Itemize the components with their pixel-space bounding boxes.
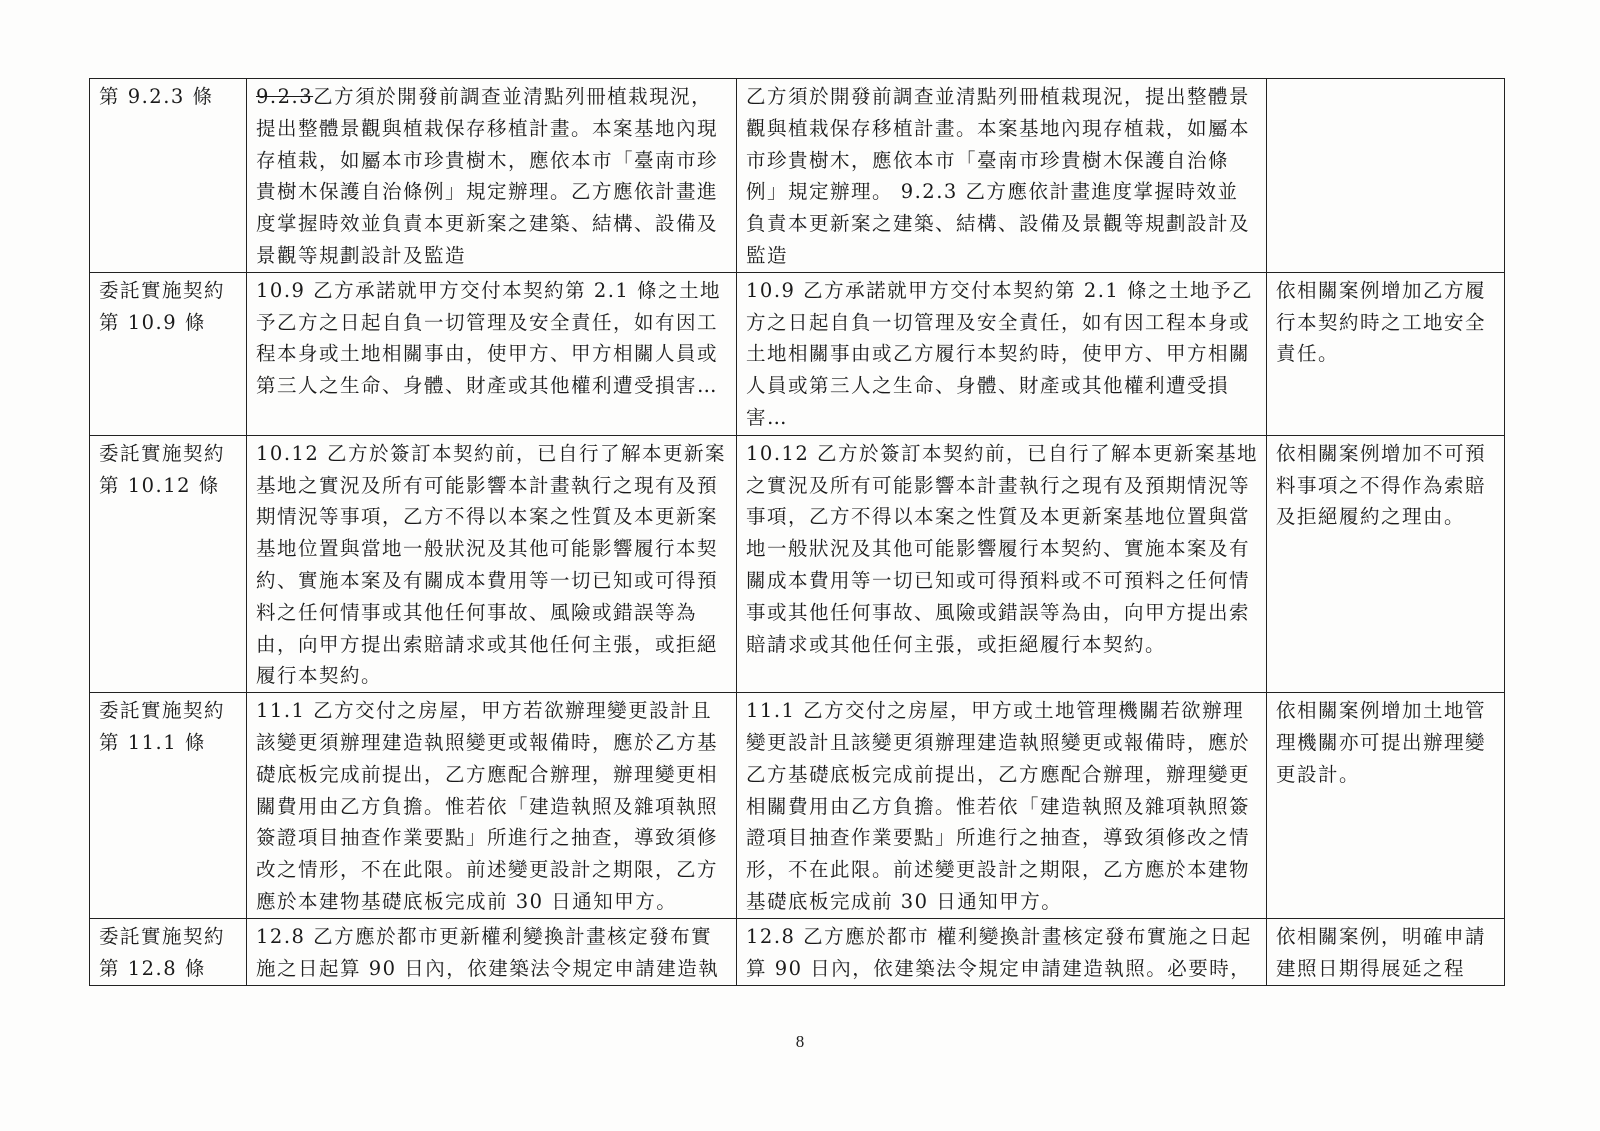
article-label: 第 9.2.3 條 xyxy=(99,85,214,108)
original-clause-cell xyxy=(247,272,737,435)
table-row xyxy=(90,272,1505,435)
article-label: 委託實施契約第 10.12 條 xyxy=(99,441,226,497)
table-row xyxy=(90,918,1505,985)
reason-cell xyxy=(1267,272,1505,435)
article-cell xyxy=(90,79,247,273)
original-clause-text: 10.12 乙方於簽訂本契約前，已自行了解本更新案基地之實況及所有可能影響本計畫執行之現有及預期情況等事項，乙方不得以本案之性質及本更新案基地位置與當地一般狀況及其他可能影響履行本契約、實施本案及有關成本費用等一切已知或可得預料之任何情事或其他任何事故、風險或錯誤等為由，向甲方提出索賠請求或其他任何主張，或拒絕履行本契約。 xyxy=(256,441,727,688)
original-clause-cell xyxy=(247,79,737,273)
revised-clause-text: 12.8 乙方應於都市 權利變換計畫核定發布實施之日起算 90 日內，依建築法令規定申請建造執照。必要時， xyxy=(746,924,1252,980)
revised-clause-cell xyxy=(737,272,1267,435)
revised-clause-cell xyxy=(737,79,1267,273)
revised-clause-text: 10.9 乙方承諾就甲方交付本契約第 2.1 條之土地予乙方之日起自負一切管理及安全責任，如有因工程本身或土地相關事由或乙方履行本契約時，使甲方、甲方相關人員或第三人之生命、身體、財產或其他權利遭受損害… xyxy=(746,278,1254,429)
article-cell xyxy=(90,435,247,692)
revised-clause-cell xyxy=(737,693,1267,919)
original-clause-cell xyxy=(247,435,737,692)
reason-text: 依相關案例增加土地管理機關亦可提出辦理變更設計。 xyxy=(1276,699,1487,786)
article-cell xyxy=(90,693,247,919)
original-clause-text xyxy=(256,81,729,272)
original-clause-text: 11.1 乙方交付之房屋，甲方若欲辦理變更設計且該變更須辦理建造執照變更或報備時，應於乙方基礎底板完成前提出，乙方應配合辦理，辦理變更相關費用由乙方負擔。惟若依「建造執照及雜項執照簽證項目抽查作業要點」所進行之抽查，導致須修改之情形，不在此限。前述變更設計之期限，乙方應於本建物基礎底板完成前 30 日通知甲方。 xyxy=(256,699,719,913)
original-clause-cell xyxy=(247,918,737,985)
revised-clause-text: 10.12 乙方於簽訂本契約前，已自行了解本更新案基地之實況及所有可能影響本計畫執行之現有及預期情況等事項，乙方不得以本案之性質及本更新案基地位置與當地一般狀況及其他可能影響履行本契約、實施本案及有關成本費用等一切已知或可得預料或不可預料之任何情事或其他任何事故、風險或錯誤等為由，向甲方提出索賠請求或其他任何主張，或拒絕履行本契約。 xyxy=(746,441,1259,656)
reason-cell xyxy=(1267,693,1505,919)
reason-text: 依相關案例增加不可預料事項之不得作為索賠及拒絕履約之理由。 xyxy=(1276,441,1487,529)
original-clause-text: 12.8 乙方應於都市更新權利變換計畫核定發布實施之日起算 90 日內，依建築法令規定申請建造執 xyxy=(256,924,720,980)
reason-cell xyxy=(1267,918,1505,985)
reason-cell xyxy=(1267,79,1505,273)
table-row xyxy=(90,435,1505,692)
article-label: 委託實施契約第 11.1 條 xyxy=(99,699,226,754)
reason-text: 依相關案例增加乙方履行本契約時之工地安全責任。 xyxy=(1276,278,1487,366)
article-label: 委託實施契約第 10.9 條 xyxy=(99,278,226,334)
original-clause-body: 乙方須於開發前調查並清點列冊植栽現況，提出整體景觀與植栽保存移植計畫。本案基地內現存植栽，如屬本市珍貴樹木，應依本市「臺南市珍貴樹木保護自治條例」規定辦理。乙方應依計畫進度掌握時效並負責本更新案之建築、結構、設備及景觀等規劃設計及監造 xyxy=(256,85,719,267)
contract-comparison-table xyxy=(89,78,1505,986)
revised-clause-cell xyxy=(737,918,1267,985)
revised-clause-cell xyxy=(737,435,1267,692)
article-label: 委託實施契約第 12.8 條 xyxy=(99,924,226,980)
struck-clause-number: 9.2.3 xyxy=(256,85,314,108)
original-clause-cell xyxy=(247,693,737,919)
article-cell xyxy=(90,272,247,435)
page-number: 8 xyxy=(795,1032,805,1051)
article-cell xyxy=(90,918,247,985)
table-row xyxy=(90,79,1505,273)
original-clause-text: 10.9 乙方承諾就甲方交付本契約第 2.1 條之土地予乙方之日起自負一切管理及安全責任，如有因工程本身或土地相關事由，使甲方、甲方相關人員或第三人之生命、身體、財產或其他權利遭受損害… xyxy=(256,278,722,398)
revised-clause-text: 乙方須於開發前調查並清點列冊植栽現況，提出整體景觀與植栽保存移植計畫。本案基地內現存植栽，如屬本市珍貴樹木，應依本市「臺南市珍貴樹木保護自治條例」規定辦理。 9.2.3 乙方應依計畫進度掌握時效並負責本更新案之建築、結構、設備及景觀等規劃設計及監造 xyxy=(746,85,1251,267)
reason-cell xyxy=(1267,435,1505,692)
revised-clause-text: 11.1 乙方交付之房屋，甲方或土地管理機關若欲辦理變更設計且該變更須辦理建造執照變更或報備時，應於乙方基礎底板完成前提出，乙方應配合辦理，辦理變更相關費用由乙方負擔。惟若依「建造執照及雜項執照簽證項目抽查作業要點」所進行之抽查，導致須修改之情形，不在此限。前述變更設計之期限，乙方應於本建物基礎底板完成前 30 日通知甲方。 xyxy=(746,699,1251,913)
table-row xyxy=(90,693,1505,919)
reason-text: 依相關案例，明確申請建照日期得展延之程 xyxy=(1276,924,1487,980)
